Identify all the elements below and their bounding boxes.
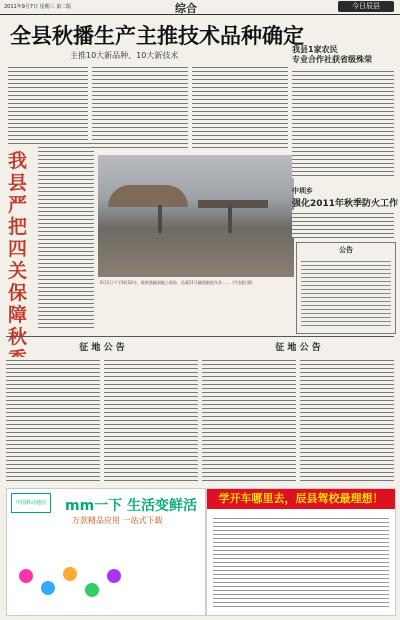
driving-school-headline: 学开车哪里去，辰县驾校最理想！ <box>207 489 395 509</box>
land-notice-1-title: 征 地 公 告 <box>79 343 125 353</box>
right-story2-title-line1: 中圳乡 <box>292 187 313 195</box>
right-story2-body <box>292 210 394 238</box>
story-intro-column-2 <box>92 64 188 150</box>
masthead-logo: 今日辰县 <box>338 1 394 12</box>
right-story1-title-line2: 专业合作社获省级殊荣 <box>292 55 372 64</box>
right-story2-title-line2: 强化2011年秋季防火工作 <box>292 199 399 209</box>
land-notice-2 <box>202 340 394 480</box>
header-section: 综合 <box>175 2 197 15</box>
ad-headline: mm一下 生活变鲜活 <box>65 498 198 514</box>
construction-photo <box>98 155 294 277</box>
vertical-title: 我县严把四关保障秋 <box>8 150 28 348</box>
main-headline: 全县秋播生产主推技术品种确定 <box>10 23 304 48</box>
right-story1-body <box>292 68 394 178</box>
page-header <box>0 0 400 15</box>
story-intro-column-1 <box>8 64 88 144</box>
driving-school-ad[interactable] <box>206 488 396 616</box>
right-story1-title-line1: 我县1家农民 <box>292 45 338 54</box>
ad-decoration <box>15 559 201 609</box>
driving-school-body <box>213 515 389 609</box>
land-notice-1 <box>6 340 198 480</box>
photo-caption: 6月2日下午5时10分，联络道隧洞施工现场，沿溪11号隧道掘进作业……（代表组 摄） <box>100 280 256 285</box>
story-intro-column-3 <box>192 64 288 150</box>
china-mobile-logo: 中国移动通信 <box>11 493 51 513</box>
notice-box <box>296 242 396 334</box>
header-date: 2011年9月7日 星期三 第二版 <box>4 4 72 10</box>
notice-title: 公告 <box>339 246 353 254</box>
section-divider <box>6 336 394 337</box>
main-subhead: 主推10大新品种、10大新技术 <box>70 51 179 60</box>
mobile-ad[interactable] <box>6 488 206 616</box>
land-notice-2-title: 征 地 公 告 <box>275 343 321 353</box>
ad-subheadline: 万款精品应用 一站式下载 <box>72 516 163 525</box>
left-text-column <box>38 140 94 330</box>
